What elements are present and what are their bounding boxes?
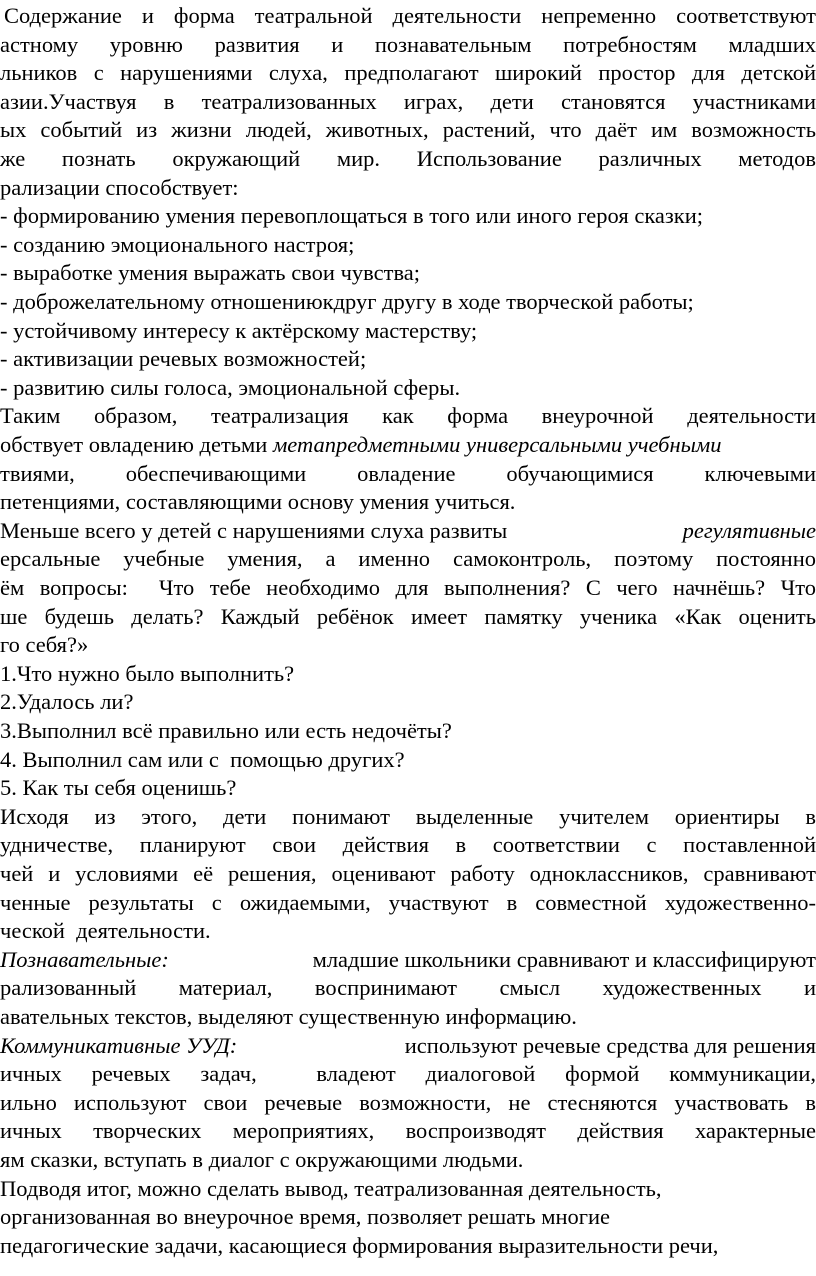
list-item: - доброжелательному отношениюкдруг другу в ходе творческой работы; [0, 289, 694, 314]
text-line: Исходя из этого, дети понимают выделенные учителем ориентиры в [0, 803, 816, 829]
italic-term: Познавательные: [0, 946, 169, 972]
text-line: го себя?» [0, 632, 89, 658]
text-segment: обствует овладению детьми [0, 432, 273, 457]
italic-term: регулятивные [682, 517, 816, 543]
text-line: льников с нарушениями слуха, предполагают широкий простор для детской [0, 60, 816, 86]
list-item: - активизации речевых возможностей; [0, 346, 367, 372]
text-line: ям сказки, вступать в диалог с окружающими людьми. [0, 1147, 524, 1172]
text-line: ичных речевых задач, владеют диалоговой формой коммуникации, [0, 1061, 816, 1087]
text-line: же познать окружающий мир. Использование различных методов [0, 146, 816, 171]
numbered-item: 1.Что нужно было выполнить? [0, 660, 295, 686]
text-line: ше будешь делать? Каждый ребёнок имеет памятку ученика «Как оценить [0, 603, 816, 629]
text-line: ченные результаты с ожидаемыми, участвуют в совместной художественно- [0, 889, 816, 915]
text-line: ых событий из жизни людей, животных, растений, что даёт им возможность [0, 117, 816, 143]
numbered-item: 3.Выполнил всё правильно или есть недочёты? [0, 718, 452, 743]
italic-term: Коммуникативные УУД: [0, 1032, 238, 1058]
text-line: ильно используют свои речевые возможности, не стесняются участвовать в [0, 1089, 816, 1115]
text-segment: используют речевые средства для решения [399, 1032, 816, 1058]
list-item: - устойчивому интересу к актёрскому мастерству; [0, 317, 478, 343]
text-line: петенциями, составляющими основу умения учиться. [0, 489, 516, 515]
text-line [0, 517, 816, 546]
list-item: - развитию силы голоса, эмоциональной сферы. [0, 374, 461, 400]
text-line [0, 946, 816, 975]
text-line: авательных текстов, выделяют существенную информацию. [0, 1004, 577, 1029]
text-line: удничестве, планируют свои действия в соответствии с поставленной [0, 832, 816, 858]
text-line: чей и условиями её решения, оценивают работу одноклассников, сравнивают [0, 861, 816, 886]
text-line: ерсальные учебные умения, а именно самоконтроль, поэтому постоянно [0, 546, 816, 572]
list-item: - формированию умения перевоплощаться в того или иного героя сказки; [0, 203, 704, 229]
text-line: астному уровню развития и познавательным потребностям младших [0, 31, 816, 57]
numbered-item: 5. Как ты себя оценишь? [0, 775, 237, 801]
text-line [0, 1032, 816, 1061]
text-line [0, 431, 816, 460]
list-item: - выработке умения выражать свои чувства; [0, 260, 421, 286]
text-segment: Меньше всего у детей с нарушениями слуха развиты [0, 517, 513, 543]
text-line: рализации способствует: [0, 174, 239, 200]
list-item: - созданию эмоционального настроя; [0, 231, 355, 257]
text-line: рализованный материал, воспринимают смысл художественных и [0, 975, 816, 1001]
text-line: Содержание и форма театральной деятельности непременно соответствуют [4, 3, 816, 28]
numbered-item: 2.Удалось ли? [0, 689, 134, 715]
text-line: Таким образом, театрализация как форма внеурочной деятельности [0, 403, 816, 429]
text-line: ём вопросы: Что тебе необходимо для выполнения? С чего начнёшь? Что [0, 575, 816, 600]
text-segment: младшие школьники сравнивают и классифицируют [306, 946, 816, 972]
text-line: ичных творческих мероприятиях, воспроизводят действия характерные [0, 1118, 816, 1144]
text-line: организованная во внеурочное время, позволяет решать многие [0, 1204, 611, 1230]
text-line: твиями, обеспечивающими овладение обучающимися ключевыми [0, 460, 816, 486]
text-line: Подводя итог, можно сделать вывод, театрализованная деятельность, [0, 1175, 662, 1201]
italic-term: метапредметными универсальными учебными [272, 432, 722, 457]
text-line: педагогические задачи, касающиеся формирования выразительности речи, [0, 1232, 719, 1258]
numbered-item: 4. Выполнил сам или с помощью других? [0, 746, 405, 772]
text-line: азии.Участвуя в театрализованных играх, дети становятся участниками [0, 88, 816, 114]
text-line: ческой деятельности. [0, 918, 211, 944]
